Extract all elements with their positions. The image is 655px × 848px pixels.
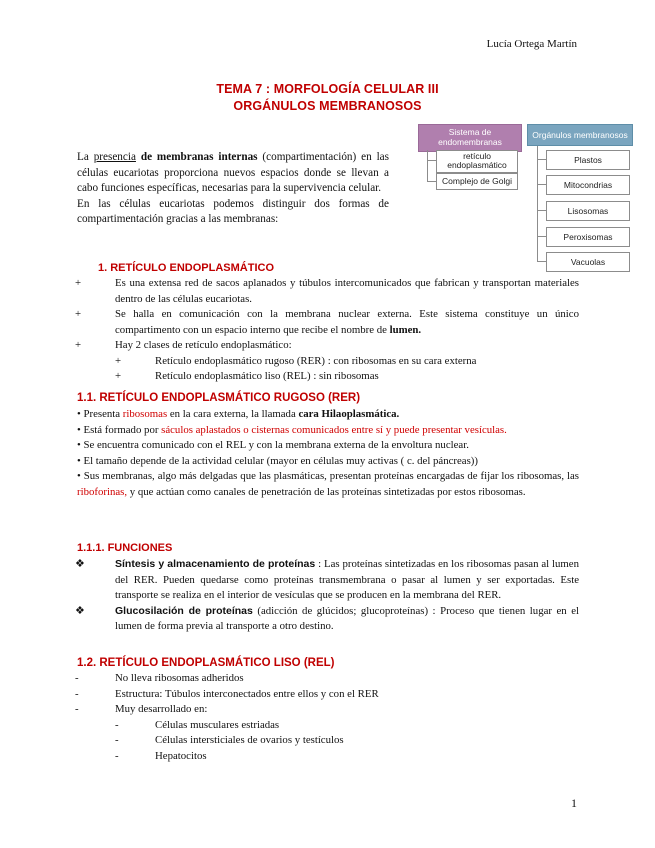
rel-item-3: - Muy desarrollado en: xyxy=(75,703,208,715)
bullet-1: + Es una extensa red de sacos aplanados y túbulos intercomunicados que fabrican y transportan materiales dentro de las células eucariotas. xyxy=(75,277,579,305)
diagram-header-endomembranes: Sistema de endomembranas xyxy=(418,124,522,152)
rel-item-2: - Estructura: Túbulos interconectados entre ellos y con el RER xyxy=(75,687,379,700)
rer-line-1: • Presenta ribosomas en la cara externa, la llamada cara Hilaoplasmática. xyxy=(77,408,400,420)
function-synthesis: ❖ Síntesis y almacenamiento de proteínas : Las proteínas sintetizadas en los ribosomas pasan al lumen del RER. Pueden quedarse como proteínas transmembrana o pasar al lumen y ser exportadas. Este transporte se realiza en el interior de vesículas que se producen en la membrana del RER. xyxy=(75,558,579,601)
intro-paragraph-2: En las células eucariotas podemos distinguir dos formas de compartimentación gracias a las membranas: xyxy=(77,197,389,225)
bullet-3: + Hay 2 clases de retículo endoplasmático: xyxy=(75,339,292,351)
sub-bullet-rer: + Retículo endoplasmático rugoso (RER) : con ribosomas en su cara externa xyxy=(115,354,477,367)
rel-sub-item-2: - Células intersticiales de ovarios y testículos xyxy=(115,734,344,746)
diagram-item-mitocondrias: Mitocondrias xyxy=(546,175,630,195)
section-1-2-list xyxy=(77,671,579,764)
section-1-1-text xyxy=(77,407,579,500)
function-glycosylation: ❖ Glucosilación de proteínas (adicción de glúcidos; glucoproteínas) : Proceso que tienen lugar en el lumen de forma previa al transporte a otro destino. xyxy=(75,604,579,632)
doc-subtitle: ORGÁNULOS MEMBRANOSOS xyxy=(233,99,422,113)
doc-title: TEMA 7 : MORFOLOGÍA CELULAR III xyxy=(216,82,439,96)
rer-line-2: • Está formado por sáculos aplastados o cisternas comunicados entre sí y puede presentar vesículas. xyxy=(77,423,507,436)
section-1-heading: 1. RETÍCULO ENDOPLASMÁTICO xyxy=(98,262,275,274)
intro-text xyxy=(77,150,389,228)
diagram-item-peroxisomas: Peroxisomas xyxy=(546,227,630,247)
bullet-2: + Se halla en comunicación con la membrana nuclear externa. Este sistema constituye un único compartimento con un espacio interno que recibe el nombre de lumen. xyxy=(75,308,579,336)
rer-line-4: • El tamaño depende de la actividad celular (mayor en células muy activas ( c. del páncreas)) xyxy=(77,454,478,467)
rer-line-5: • Sus membranas, algo más delgadas que las plasmáticas, presentan proteínas encargadas de fijar los ribosomas, las riboforinas, y que actúan como canales de penetración de las proteínas sintetizadas por estos ribosomas. xyxy=(77,470,579,498)
rer-line-3: • Se encuentra comunicado con el REL y con la membrana externa de la envoltura nuclear. xyxy=(77,439,469,451)
rel-item-1: - No lleva ribosomas adheridos xyxy=(75,672,244,684)
sub-bullet-rel: + Retículo endoplasmático liso (REL) : sin ribosomas xyxy=(115,370,379,382)
section-1-1-1-functions xyxy=(77,557,579,635)
page-number: 1 xyxy=(571,796,577,810)
intro-paragraph-1: La presencia de membranas internas (compartimentación) en las células eucariotas proporciona nuevos espacios donde se llevan a cabo funciones específicas, necesarias para la supervivencia celular. xyxy=(77,151,389,194)
section-1-bullets xyxy=(77,276,579,385)
diagram-item-reticulo: retículo endoplasmático xyxy=(436,150,518,173)
rel-sub-item-3: - Hepatocitos xyxy=(115,749,207,762)
section-1-1-heading: 1.1. RETÍCULO ENDOPLASMÁTICO RUGOSO (RER) xyxy=(77,392,361,404)
diagram-item-golgi: Complejo de Golgi xyxy=(436,173,518,190)
diagram-header-organelles: Orgánulos membranosos xyxy=(527,124,633,146)
author-name: Lucía Ortega Martín xyxy=(486,38,577,50)
diagram-item-plastos: Plastos xyxy=(546,150,630,170)
section-1-1-1-heading: 1.1.1. FUNCIONES xyxy=(77,542,173,554)
diagram-item-lisosomas: Lisosomas xyxy=(546,201,630,221)
diagram-item-vacuolas: Vacuolas xyxy=(546,252,630,272)
section-1-2-heading: 1.2. RETÍCULO ENDOPLASMÁTICO LISO (REL) xyxy=(77,657,335,669)
rel-sub-item-1: - Células musculares estriadas xyxy=(115,718,280,731)
